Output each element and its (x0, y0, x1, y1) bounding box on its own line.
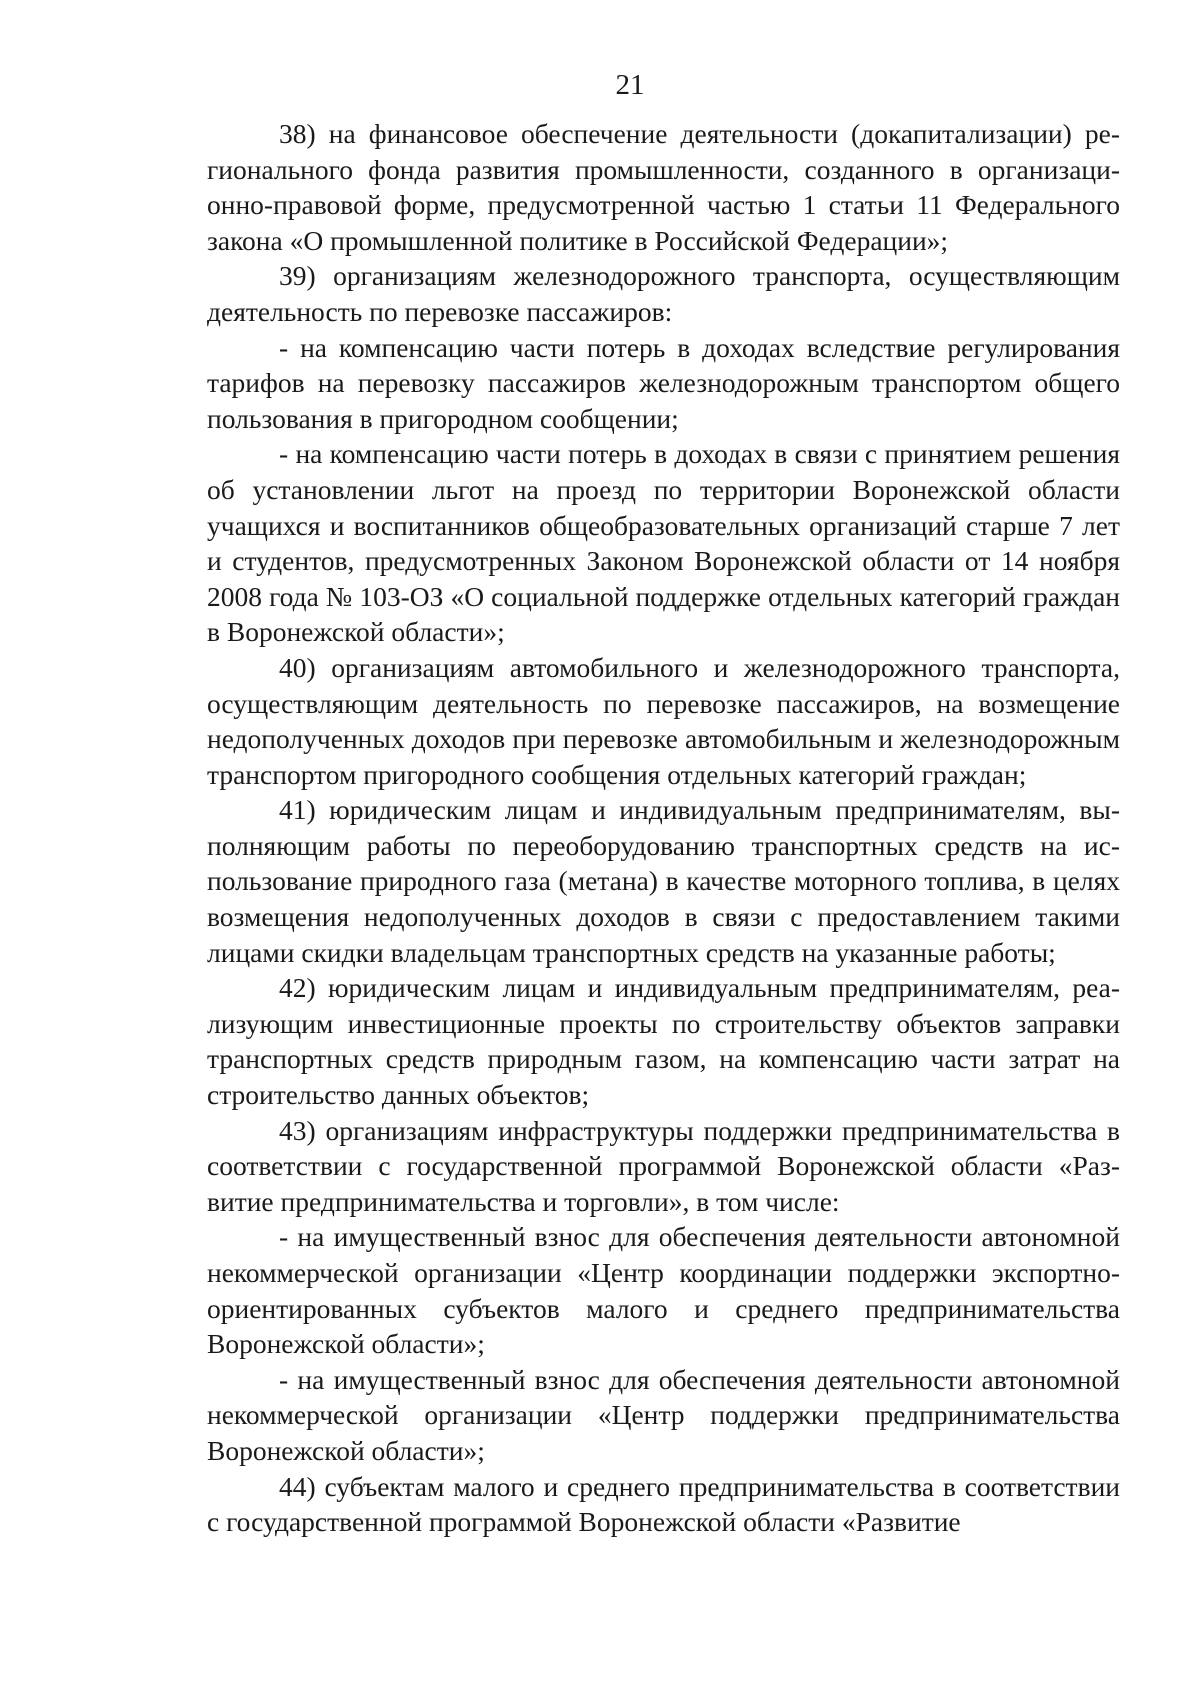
paragraph-39-item-1: - на компенсацию части потерь в доходах вследствие регулирования тарифов на перевозку пассажиров железнодорожным транспортом общего пользования в пригородном сообщении; (207, 331, 1120, 434)
paragraph-43-item-2: - на имущественный взнос для обеспечения деятельности автономной некоммерческой организации «Центр поддержки предпринимательства Воронежской области»; (207, 1363, 1120, 1466)
paragraph-38: 38) на финансовое обеспечение деятельности (докапитализации) регионального фонда развития промышленности, созданного в организационно-правовой форме, предусмотренной частью 1 статьи 11 Федерального закона «О промышленной политике в Российской Федерации»; (207, 118, 1120, 256)
paragraph-44: 44) субъектам малого и среднего предпринимательства в соответствии с государственной программой Воронежской области «Развитие (207, 1470, 1120, 1538)
paragraph-39: 39) организациям железнодорожного транспорта, осуществляющим деятельность по перевозке пассажиров: (207, 260, 1120, 327)
paragraph-43-item-1: - на имущественный взнос для обеспечения деятельности автономной некоммерческой организации «Центр координации поддержки экспортно-ориентированных субъектов малого и среднего предпринимательства Воронежской области»; (207, 1221, 1120, 1360)
paragraph-41: 41) юридическим лицам и индивидуальным предпринимателям, выполняющим работы по переоборудованию транспортных средств на использование природного газа (метана) в качестве моторного топлива, в целях возмещения недополученных доходов в связи с предоставлением такими лицами скидки владельцам транспортных средств на указанные работы; (207, 794, 1120, 968)
paragraph-42: 42) юридическим лицам и индивидуальным предпринимателям, реализующим инвестиционные проекты по строительству объектов заправки транспортных средств природным газом, на компенсацию части затрат на строительство данных объектов; (207, 972, 1120, 1111)
document-body (207, 116, 1120, 1540)
paragraph-39-item-2: - на компенсацию части потерь в доходах в связи с принятием решения об установлении льгот на проезд по территории Воронежской области учащихся и воспитанников общеобразовательных организаций старше 7 лет и студентов, предусмотренных Законом Воронежской области от 14 ноября 2008 года № 103-ОЗ «О социальной поддержке отдельных категорий граждан в Воронежской области»; (207, 438, 1120, 648)
paragraph-43: 43) организациям инфраструктуры поддержки предпринимательства в соответствии с государственной программой Воронежской области «Развитие предпринимательства и торговли», в том числе: (207, 1114, 1120, 1217)
paragraph-40: 40) организациям автомобильного и железнодорожного транспорта, осуществляющим деятельность по перевозке пассажиров, на возмещение недополученных доходов при перевозке автомобильным и железнодорожным транспортом пригородного сообщения отдельных категорий граждан; (207, 651, 1120, 790)
page-number: 21 (615, 69, 645, 101)
